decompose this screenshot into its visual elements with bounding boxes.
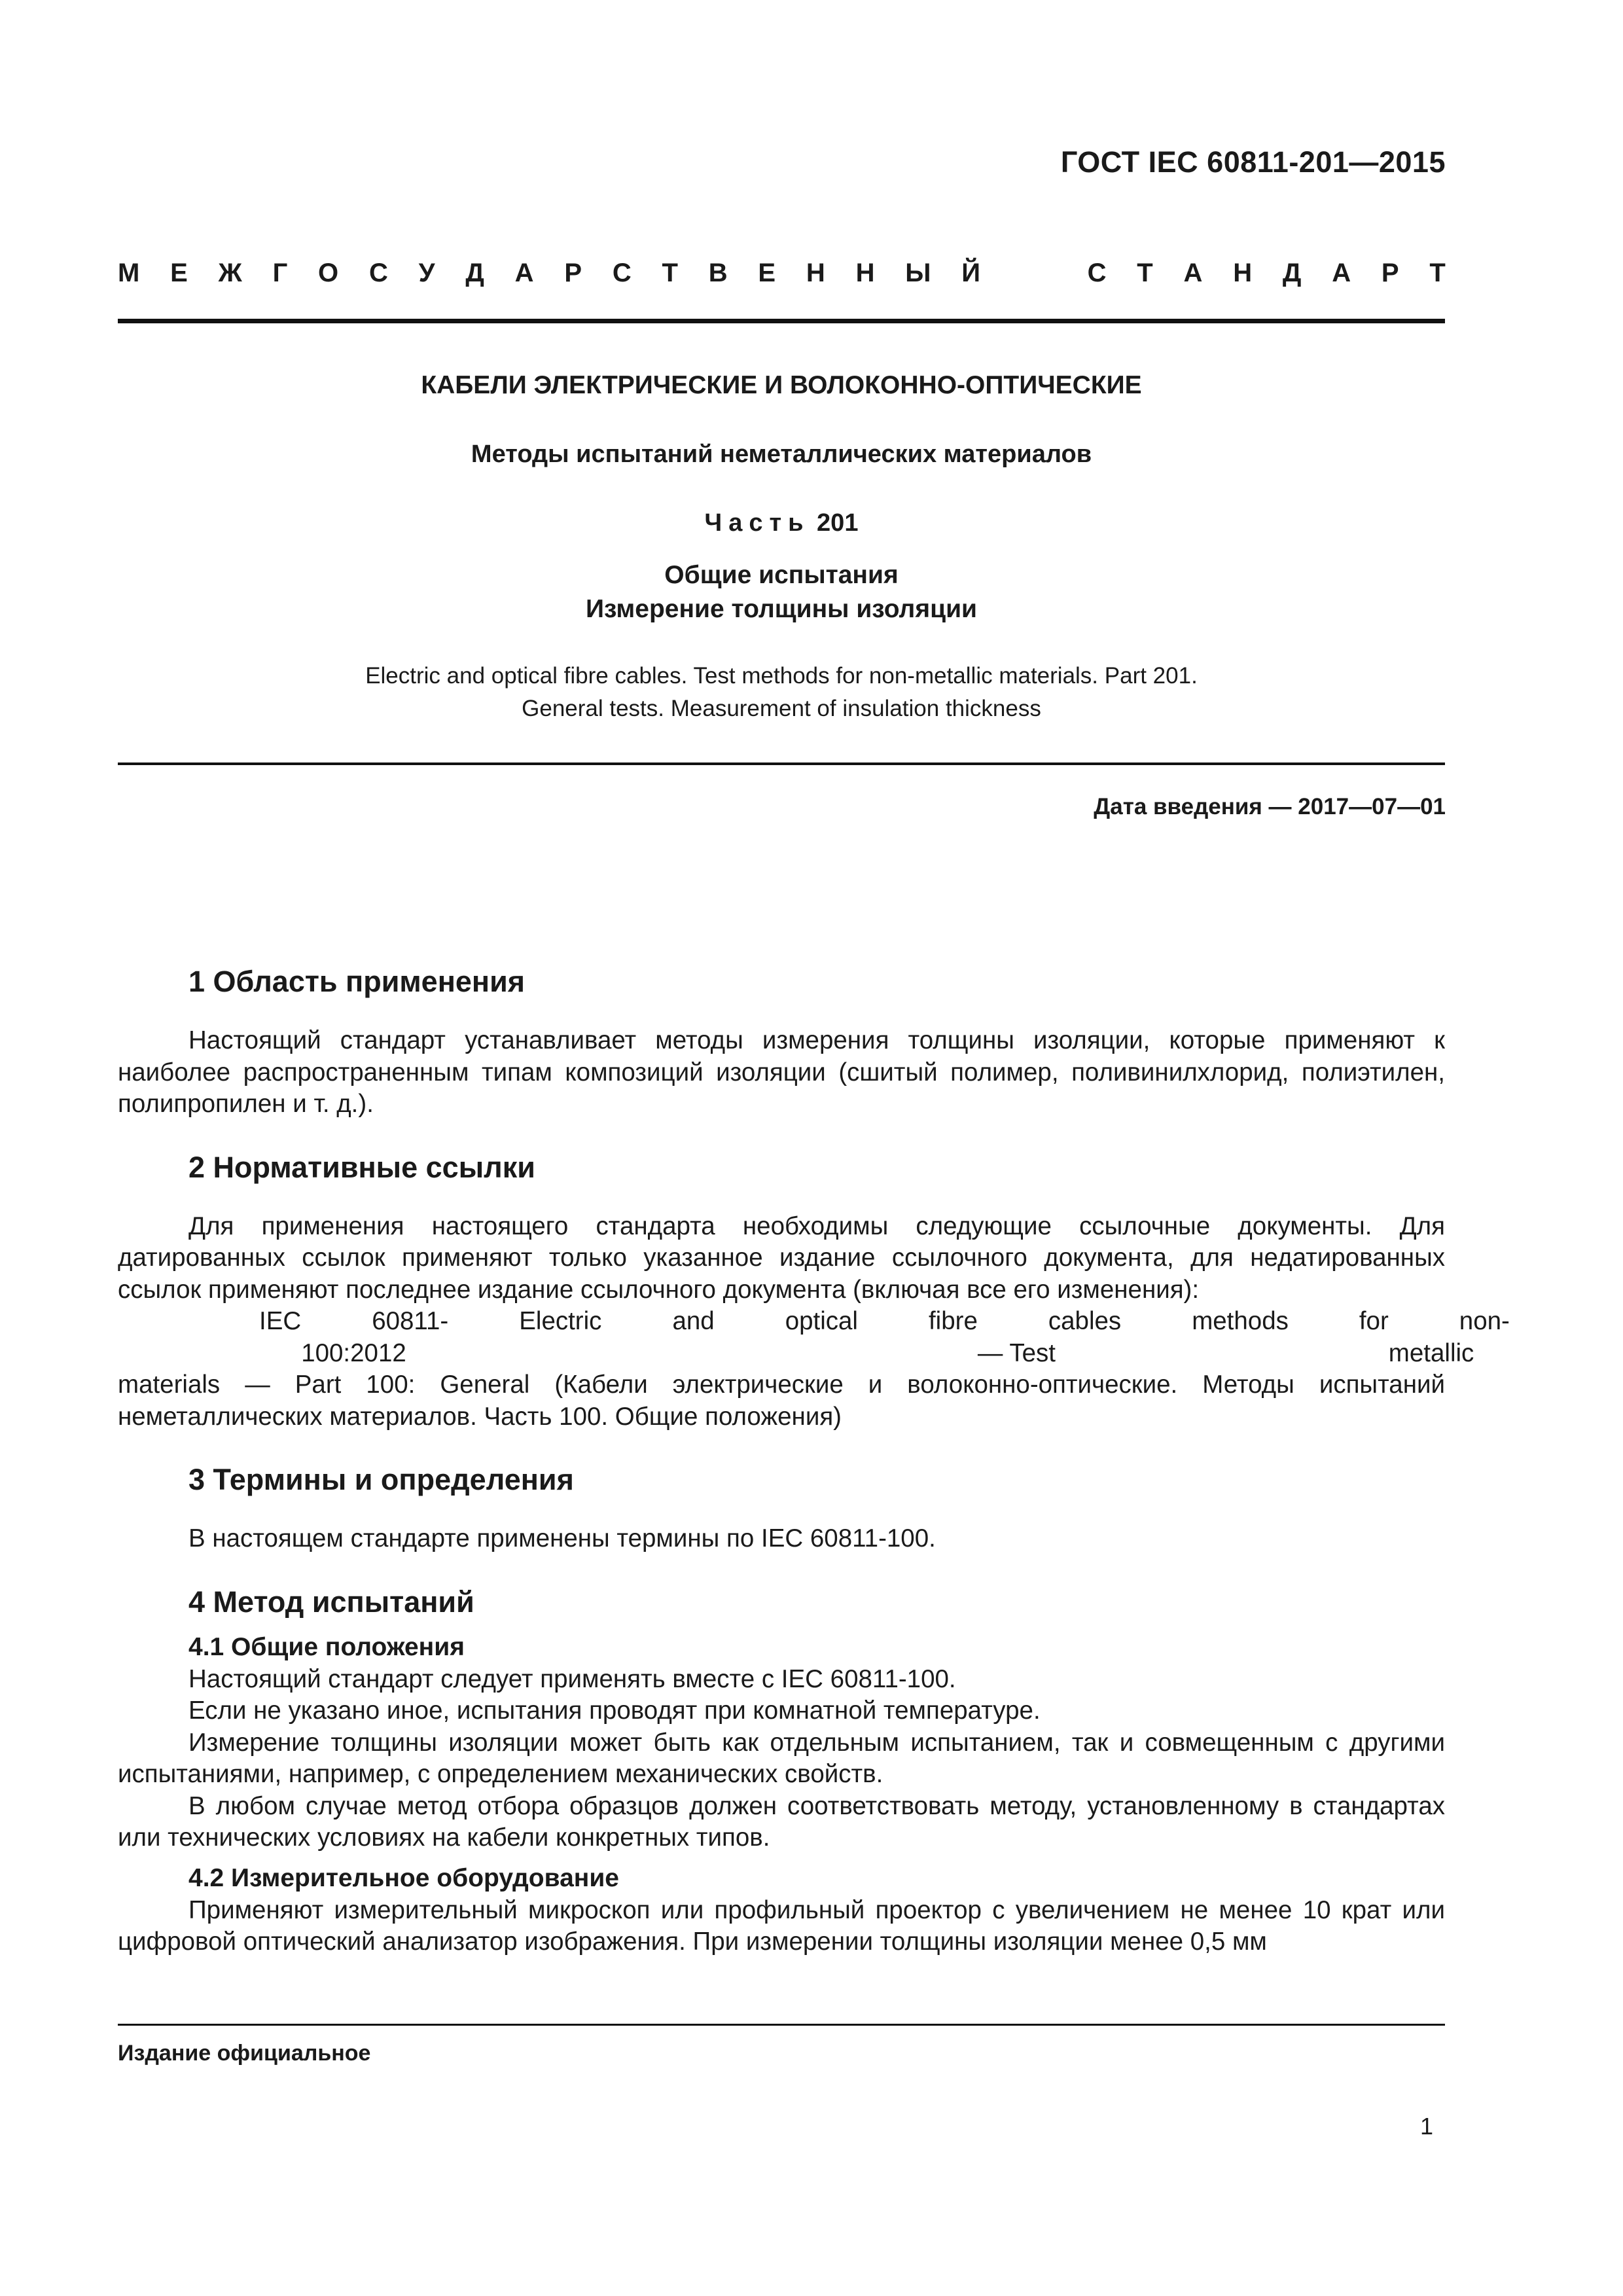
page-number: 1	[1419, 2113, 1433, 2140]
english-title-line-1: Electric and optical fibre cables. Test methods for non-metallic materials. Part 201.	[365, 663, 1198, 689]
introduction-date: Дата введения — 2017—07—01	[1094, 794, 1446, 819]
banner-letter: Е	[170, 259, 188, 287]
document-body	[118, 962, 1510, 1958]
banner-letter: Р	[1381, 259, 1399, 287]
banner-letter: Й	[961, 259, 980, 287]
banner-letter: Н	[855, 259, 875, 287]
section-2-paragraph: Для применения настоящего стандарта необходимы следующие ссылочные документы. Для датированных ссылок применяют только указанное издание ссылочного документа, для недатированных ссылок применяют последнее издание ссылочного документа (включая все его изменения):	[118, 1211, 1445, 1304]
part-title-line-2: Измерение толщины изоляции	[585, 595, 978, 623]
section-1-paragraph: Настоящий стандарт устанавливает методы измерения толщины изоляции, которые применяют к наиболее распространенным типам композиций изоляции (сшитый полимер, поливинилхлорид, полиэтилен, полипропилен и т. д.).	[118, 1026, 1445, 1118]
subsection-4-1-paragraph: В любом случае метод отбора образцов должен соответствовать методу, установленному в стандартах или технических условиях на кабели конкретных типов.	[118, 1791, 1445, 1852]
banner-letter: Ж	[218, 259, 242, 287]
banner-letter: А	[1183, 259, 1203, 287]
ref-word: fibre	[928, 1307, 978, 1335]
banner-letter: Р	[564, 259, 582, 287]
banner-letter: Т	[1137, 259, 1153, 287]
footer-rule	[118, 2024, 1445, 2026]
subsection-4-1-paragraph: Если не указано иное, испытания проводят при комнатной температуре.	[188, 1696, 1041, 1725]
standard-type-banner	[118, 259, 1446, 288]
banner-letter: Ы	[905, 259, 931, 287]
document-code: ГОСТ IEC 60811-201—2015	[1060, 145, 1446, 179]
ref-word: optical	[785, 1307, 858, 1335]
subsection-4-1-paragraph: Настоящий стандарт следует применять вместе с IEC 60811-100.	[188, 1664, 956, 1693]
banner-word-gap	[1011, 259, 1057, 288]
ref-word: Electric	[519, 1307, 602, 1335]
banner-letter: А	[1332, 259, 1351, 287]
ref-word: IEC	[259, 1307, 302, 1335]
ref-word: for	[1359, 1307, 1389, 1335]
banner-letter: Д	[465, 259, 484, 287]
banner-letter: Д	[1282, 259, 1302, 287]
section-3-heading: 3 Термины и определения	[188, 1463, 574, 1496]
document-title: КАБЕЛИ ЭЛЕКТРИЧЕСКИЕ И ВОЛОКОННО-ОПТИЧЕСКИЕ	[421, 371, 1142, 399]
section-2-heading: 2 Нормативные ссылки	[188, 1150, 535, 1184]
section-4-heading: 4 Метод испытаний	[188, 1585, 474, 1619]
reference-entry-continuation: materials — Part 100: General (Кабели электрические и волоконно-оптические. Методы испытаний неметаллических материалов. Часть 100. Общие положения)	[118, 1371, 1445, 1431]
banner-letter: А	[514, 259, 534, 287]
banner-letter: Е	[758, 259, 776, 287]
section-1-heading: 1 Область применения	[188, 965, 526, 998]
top-rule	[118, 319, 1445, 323]
banner-letter: С	[612, 259, 632, 287]
banner-letter: Н	[806, 259, 825, 287]
english-title-line-2: General tests. Measurement of insulation thickness	[522, 696, 1041, 721]
ref-word: cables — Test	[977, 1307, 1122, 1367]
ref-word: and	[672, 1307, 715, 1335]
part-word: Часть	[704, 509, 810, 537]
banner-letter: Т	[1429, 259, 1446, 287]
subsection-4-1-paragraph: Измерение толщины изоляции может быть как отдельным испытанием, так и совмещенным с другими испытаниями, например, с определением механических свойств.	[118, 1728, 1445, 1788]
section-3-paragraph: В настоящем стандарте применены термины по IEC 60811-100.	[188, 1524, 936, 1552]
banner-letter: М	[118, 259, 140, 287]
banner-letter: Т	[662, 259, 678, 287]
subsection-4-2-paragraph: Применяют измерительный микроскоп или профильный проектор с увеличением не менее 10 крат или цифровой оптический анализатор изображения. При измерении толщины изоляции менее 0,5 мм	[118, 1895, 1445, 1956]
english-title	[118, 660, 1445, 725]
official-edition-label: Издание официальное	[118, 2041, 371, 2066]
banner-letter: С	[368, 259, 388, 287]
reference-entry-line	[118, 1306, 1510, 1369]
ref-word: 60811-100:2012	[301, 1307, 449, 1367]
part-label	[118, 509, 1445, 537]
banner-letter: О	[318, 259, 339, 287]
title-rule	[118, 762, 1445, 765]
subsection-4-1-heading: 4.1 Общие положения	[188, 1632, 465, 1661]
subsection-4-2-heading: 4.2 Измерительное оборудование	[188, 1863, 619, 1892]
ref-word: methods	[1192, 1307, 1289, 1335]
document-subtitle: Методы испытаний неметаллических материалов	[471, 440, 1092, 468]
banner-letter: Г	[272, 259, 288, 287]
part-title-line-1: Общие испытания	[664, 561, 899, 589]
part-title	[118, 558, 1445, 626]
ref-word: non-metallic	[1388, 1307, 1510, 1367]
banner-letter: В	[708, 259, 728, 287]
banner-letter: Н	[1233, 259, 1253, 287]
banner-letter: С	[1087, 259, 1107, 287]
part-number: 201	[817, 509, 859, 537]
banner-letter: У	[418, 259, 435, 287]
